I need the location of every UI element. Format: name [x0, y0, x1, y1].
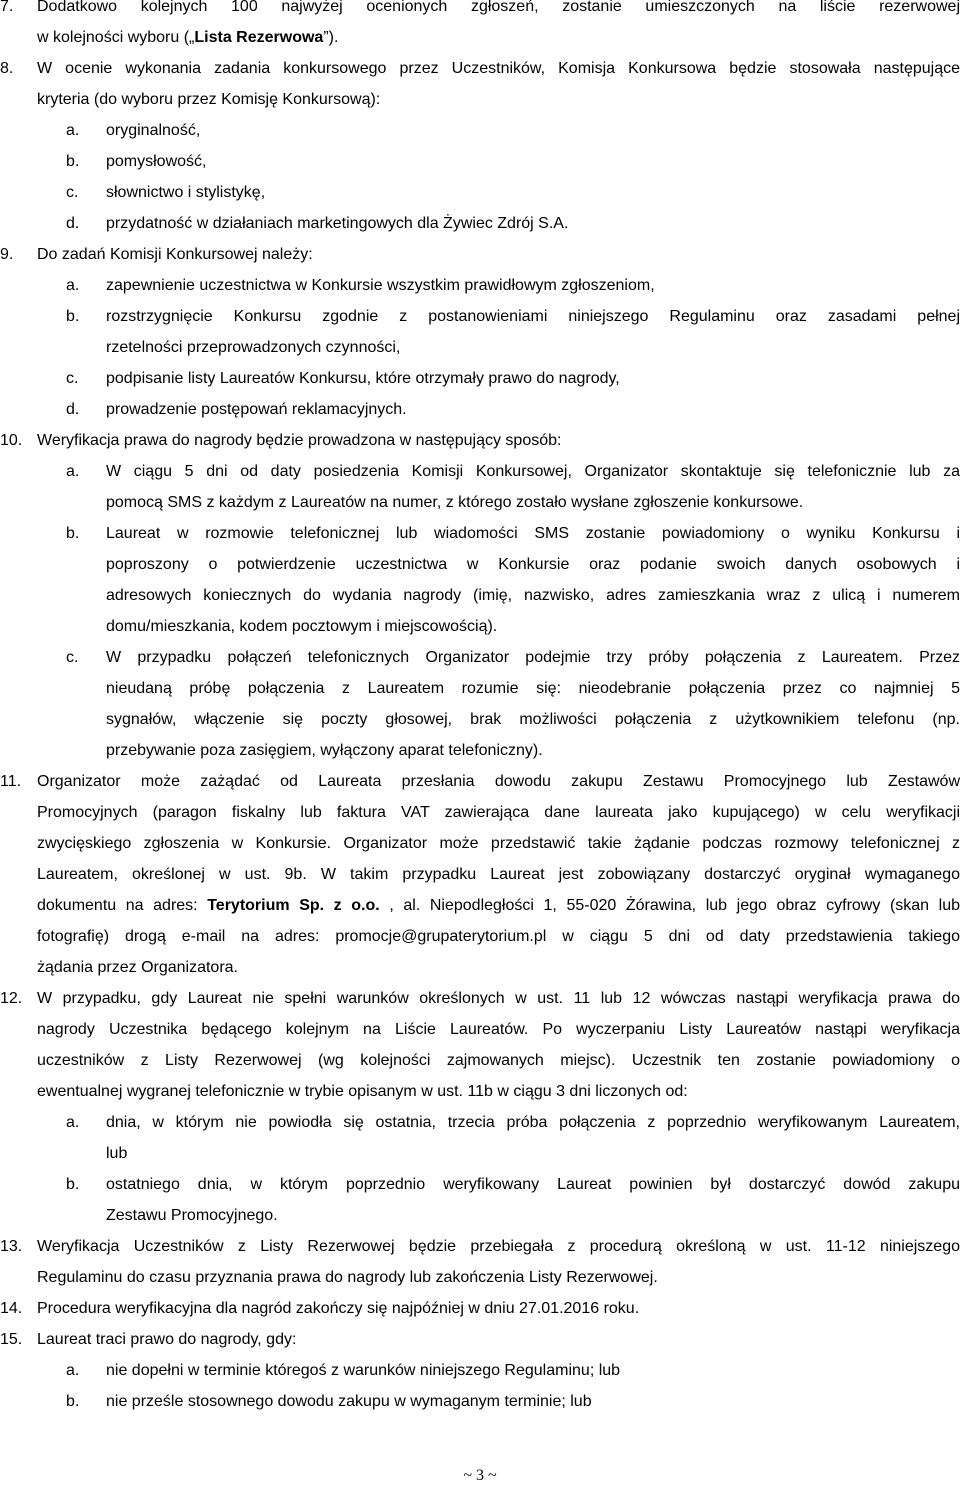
- item-text: kryteria (do wyboru przez Komisję Konkursową):: [37, 91, 381, 108]
- sub-item-text: Laureat w rozmowie telefonicznej lub wiadomości SMS zostanie powiadomiony o wyniku Konkursu i: [106, 525, 960, 542]
- sub-item-text: poproszony o potwierdzenie uczestnictwa w Konkursie oraz podanie swoich danych osobowych i: [106, 556, 960, 573]
- item-text: żądania przez Organizatora.: [37, 959, 238, 976]
- sub-item-letter: c.: [66, 184, 79, 201]
- sub-item-text: sygnałów, włączenie się poczty głosowej, brak możliwości połączenia z użytkownikiem telefonu (np.: [106, 711, 960, 728]
- item-number: 11.: [0, 773, 22, 790]
- sub-item-text: W przypadku połączeń telefonicznych Organizator podejmie trzy próby połączenia z Laureatem. Przez: [106, 649, 960, 666]
- item-text: Laureatem, określonej w ust. 9b. W takim przypadku Laureat jest zobowiązany dostarczyć oryginał wymaganego: [37, 866, 960, 883]
- item-text: Promocyjnych (paragon fiskalny lub faktura VAT zawierająca dane laureata jako kupującego) w celu weryfikacji: [37, 804, 960, 821]
- item-number: 12.: [0, 990, 23, 1007]
- sub-item-letter: b.: [66, 525, 80, 542]
- sub-item-letter: a.: [66, 277, 80, 294]
- item-text: Organizator może zażądać od Laureata przesłania dowodu zakupu Zestawu Promocyjnego lub Zestawów: [37, 773, 960, 790]
- sub-item-text: Zestawu Promocyjnego.: [106, 1207, 278, 1224]
- item-number: 7.: [0, 0, 14, 15]
- item-text: [37, 27, 338, 49]
- item-text: W przypadku, gdy Laureat nie spełni warunków określonych w ust. 11 lub 12 wówczas nastąpi weryfikacja prawa do: [37, 990, 960, 1007]
- item-text: Weryfikacja prawa do nagrody będzie prowadzona w następujący sposób:: [37, 432, 562, 449]
- reserve-list-term: Lista Rezerwowa: [194, 29, 324, 46]
- sub-item-text: prowadzenie postępowań reklamacyjnych.: [106, 401, 407, 418]
- item-text: uczestników z Listy Rezerwowej (wg kolejności zajmowanych miejsc). Uczestnik ten zostanie powiadomiony o: [37, 1052, 960, 1069]
- sub-item-text: nie dopełni w terminie któregoś z warunków niniejszego Regulaminu; lub: [106, 1362, 621, 1379]
- item-text: Regulaminu do czasu przyznania prawa do nagrody lub zakończenia Listy Rezerwowej.: [37, 1269, 658, 1286]
- sub-item-letter: d.: [66, 401, 80, 418]
- item-text: nagrody Uczestnika będącego kolejnym na Liście Laureatów. Po wyczerpaniu Listy Laureatów nastąpi weryfikacja: [37, 1021, 960, 1038]
- sub-item-text: nieudaną próbę połączenia z Laureatem rozumie się: nieodebranie połączenia przez co najmniej 5: [106, 680, 960, 697]
- sub-item-text: słownictwo i stylistykę,: [106, 184, 266, 201]
- sub-item-text: adresowych koniecznych do wydania nagrody (imię, nazwisko, adres zamieszkania wraz z ulicą i numerem: [106, 587, 960, 604]
- item-text: W ocenie wykonania zadania konkursowego przez Uczestników, Komisja Konkursowa będzie stosowała następujące: [37, 60, 960, 77]
- sub-item-text: pomocą SMS z każdym z Laureatów na numer, z którego zostało wysłane zgłoszenie konkursowe.: [106, 494, 804, 511]
- item-text-part: ”).: [323, 29, 339, 46]
- sub-item-text: ostatniego dnia, w którym poprzednio weryfikowany Laureat powinien był dostarczyć dowód zakupu: [106, 1176, 960, 1193]
- item-number: 13.: [0, 1238, 23, 1255]
- item-text: Weryfikacja Uczestników z Listy Rezerwowej będzie przebiegała z procedurą określoną w ust. 11-12 niniejszego: [37, 1238, 960, 1255]
- sub-item-letter: b.: [66, 153, 80, 170]
- item-number: 10.: [0, 432, 23, 449]
- sub-item-text: rozstrzygnięcie Konkursu zgodnie z postanowieniami niniejszego Regulaminu oraz zasadami pełnej: [106, 308, 960, 325]
- sub-item-letter: b.: [66, 1176, 80, 1193]
- item-number: 15.: [0, 1331, 23, 1348]
- sub-item-text: pomysłowość,: [106, 153, 207, 170]
- item-text: Procedura weryfikacyjna dla nagród zakończy się najpóźniej w dniu 27.01.2016 roku.: [37, 1300, 640, 1317]
- sub-item-text: lub: [106, 1145, 128, 1162]
- sub-item-letter: a.: [66, 1362, 80, 1379]
- sub-item-text: W ciągu 5 dni od daty posiedzenia Komisji Konkursowej, Organizator skontaktuje się telefonicznie lub za: [106, 463, 960, 480]
- sub-item-letter: d.: [66, 215, 80, 232]
- item-text: fotografię) drogą e-mail na adres: promocje@grupaterytorium.pl w ciągu 5 dni od daty przedstawienia takiego: [37, 928, 960, 945]
- item-number: 8.: [0, 60, 14, 77]
- sub-item-text: dnia, w którym nie powiodła się ostatnia, trzecia próba połączenia z poprzednio weryfikowanym Laureatem,: [106, 1114, 960, 1131]
- sub-item-letter: b.: [66, 308, 80, 325]
- item-text: [37, 895, 960, 917]
- sub-item-letter: a.: [66, 122, 80, 139]
- page-number: ~ 3 ~: [463, 1467, 497, 1484]
- sub-item-text: nie prześle stosownego dowodu zakupu w wymaganym terminie; lub: [106, 1393, 592, 1410]
- item-text: Laureat traci prawo do nagrody, gdy:: [37, 1331, 297, 1348]
- item-text: Do zadań Komisji Konkursowej należy:: [37, 246, 313, 263]
- sub-item-letter: c.: [66, 649, 79, 666]
- item-number: 9.: [0, 246, 14, 263]
- sub-item-letter: c.: [66, 370, 79, 387]
- item-text-part: dokumentu na adres:: [37, 897, 208, 914]
- item-number: 14.: [0, 1300, 23, 1317]
- item-text-part: , al. Niepodległości 1, 55-020 Żórawina, lub jego obraz cyfrowy (skan lub: [389, 897, 960, 914]
- sub-item-text: domu/mieszkania, kodem pocztowym i miejscowością).: [106, 618, 498, 635]
- sub-item-letter: b.: [66, 1393, 80, 1410]
- company-name: Terytorium Sp. z o.o.: [207, 897, 380, 914]
- sub-item-text: podpisanie listy Laureatów Konkursu, które otrzymały prawo do nagrody,: [106, 370, 620, 387]
- item-text: zwycięskiego zgłoszenia w Konkursie. Organizator może przedstawić takie żądanie podczas rozmowy telefonicznej z: [37, 835, 960, 852]
- item-text: ewentualnej wygranej telefonicznie w trybie opisanym w ust. 11b w ciągu 3 dni liczonych od:: [37, 1083, 688, 1100]
- sub-item-text: przebywanie poza zasięgiem, wyłączony aparat telefoniczny).: [106, 742, 543, 759]
- sub-item-text: oryginalność,: [106, 122, 201, 139]
- item-text: Dodatkowo kolejnych 100 najwyżej ocenionych zgłoszeń, zostanie umieszczonych na liście rezerwowej: [37, 0, 960, 15]
- sub-item-letter: a.: [66, 463, 80, 480]
- sub-item-text: zapewnienie uczestnictwa w Konkursie wszystkim prawidłowym zgłoszeniom,: [106, 277, 655, 294]
- sub-item-text: przydatność w działaniach marketingowych dla Żywiec Zdrój S.A.: [106, 215, 569, 232]
- item-text-part: w kolejności wyboru („: [37, 29, 195, 46]
- sub-item-text: rzetelności przeprowadzonych czynności,: [106, 339, 401, 356]
- sub-item-letter: a.: [66, 1114, 80, 1131]
